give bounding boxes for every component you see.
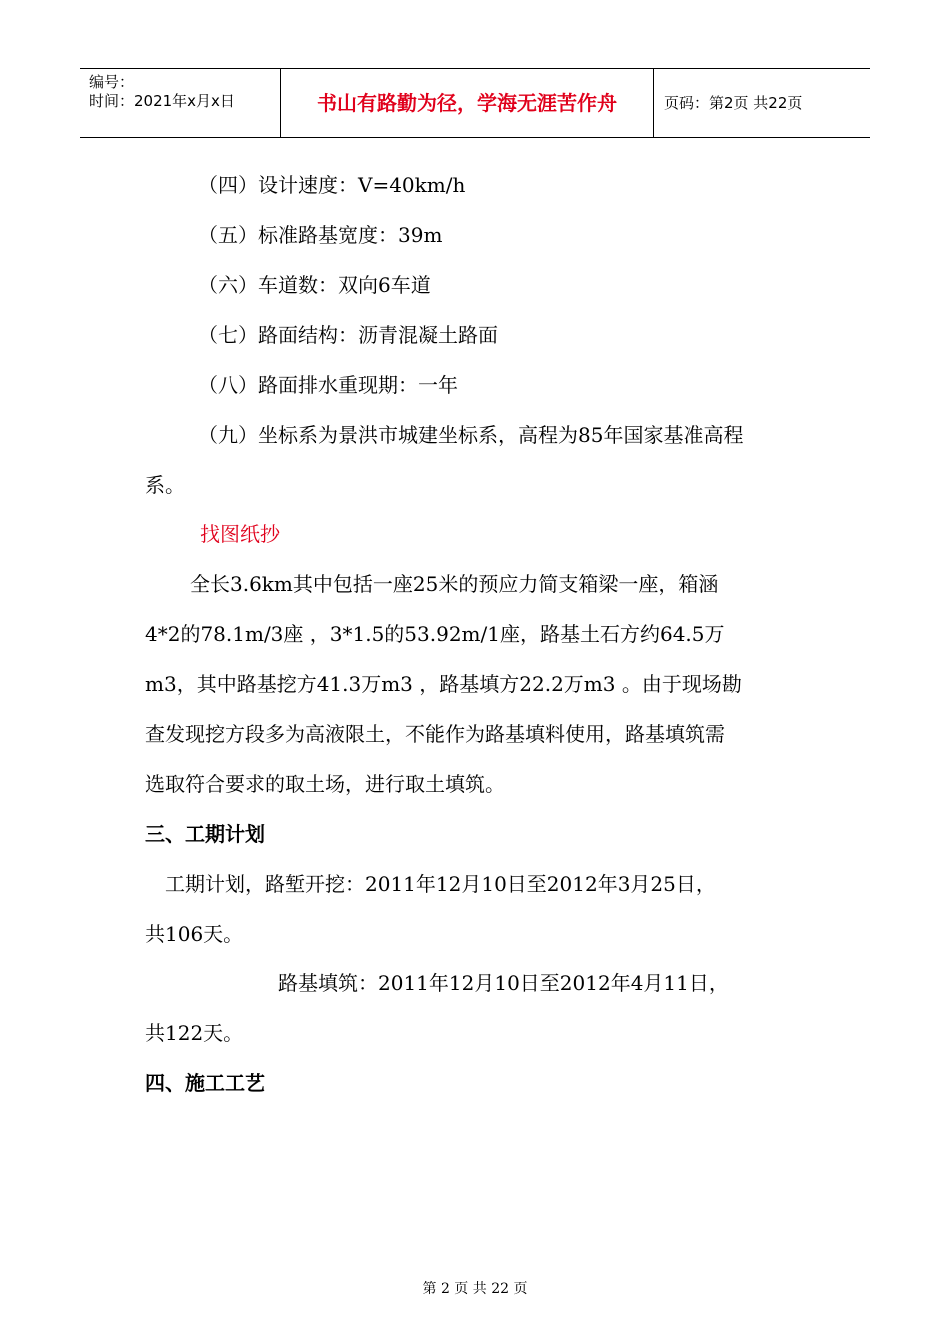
motto: 书山有路勤为径，学海无涯苦作舟 bbox=[281, 69, 654, 137]
spec-drainage: （八）路面排水重现期：一年 bbox=[198, 373, 458, 397]
section-heading: 四、施工工艺 bbox=[145, 1071, 265, 1095]
paragraph-line: 4*2的78.1m/3座 ，3*1.5的53.92m/1座，路基土石方约64.5万 bbox=[145, 622, 725, 646]
section-heading: 三、工期计划 bbox=[145, 822, 265, 846]
paragraph-line: 选取符合要求的取土场，进行取土填筑。 bbox=[145, 772, 505, 796]
page-footer: 第 2 页 共 22 页 bbox=[422, 1281, 528, 1297]
time-label: 时间：2021年x月x日 bbox=[89, 92, 235, 110]
schedule-line: 路基填筑：2011年12月10日至2012年4月11日， bbox=[278, 971, 729, 995]
paragraph-line: 查发现挖方段多为高液限土，不能作为路基填料使用，路基填筑需 bbox=[145, 722, 725, 746]
spec-coordinates-cont: 系。 bbox=[145, 473, 185, 497]
spec-roadbed-width: （五）标准路基宽度：39m bbox=[198, 223, 443, 247]
schedule-line: 共106天。 bbox=[145, 922, 244, 946]
spec-coordinates: （九）坐标系为景洪市城建坐标系，高程为85年国家基准高程 bbox=[198, 423, 744, 447]
paragraph-line: m3，其中路基挖方41.3万m3 ，路基填方22.2万m3 。由于现场勘 bbox=[145, 672, 742, 696]
schedule-line: 工期计划，路堑开挖：2011年12月10日至2012年3月25日， bbox=[165, 872, 716, 896]
spec-design-speed: （四）设计速度：V=40km/h bbox=[198, 173, 466, 197]
page-info: 页码：第2页 共22页 bbox=[664, 94, 803, 112]
note-red: 找图纸抄 bbox=[200, 522, 280, 546]
spec-lanes: （六）车道数：双向6车道 bbox=[198, 273, 431, 297]
number-label: 编号： bbox=[89, 73, 135, 91]
spec-pavement: （七）路面结构：沥青混凝土路面 bbox=[198, 323, 498, 347]
paragraph-line: 全长3.6km其中包括一座25米的预应力简支箱梁一座，箱涵 bbox=[190, 572, 719, 596]
header-meta-cell bbox=[80, 69, 281, 137]
header-table bbox=[80, 68, 870, 138]
schedule-line: 共122天。 bbox=[145, 1021, 244, 1045]
